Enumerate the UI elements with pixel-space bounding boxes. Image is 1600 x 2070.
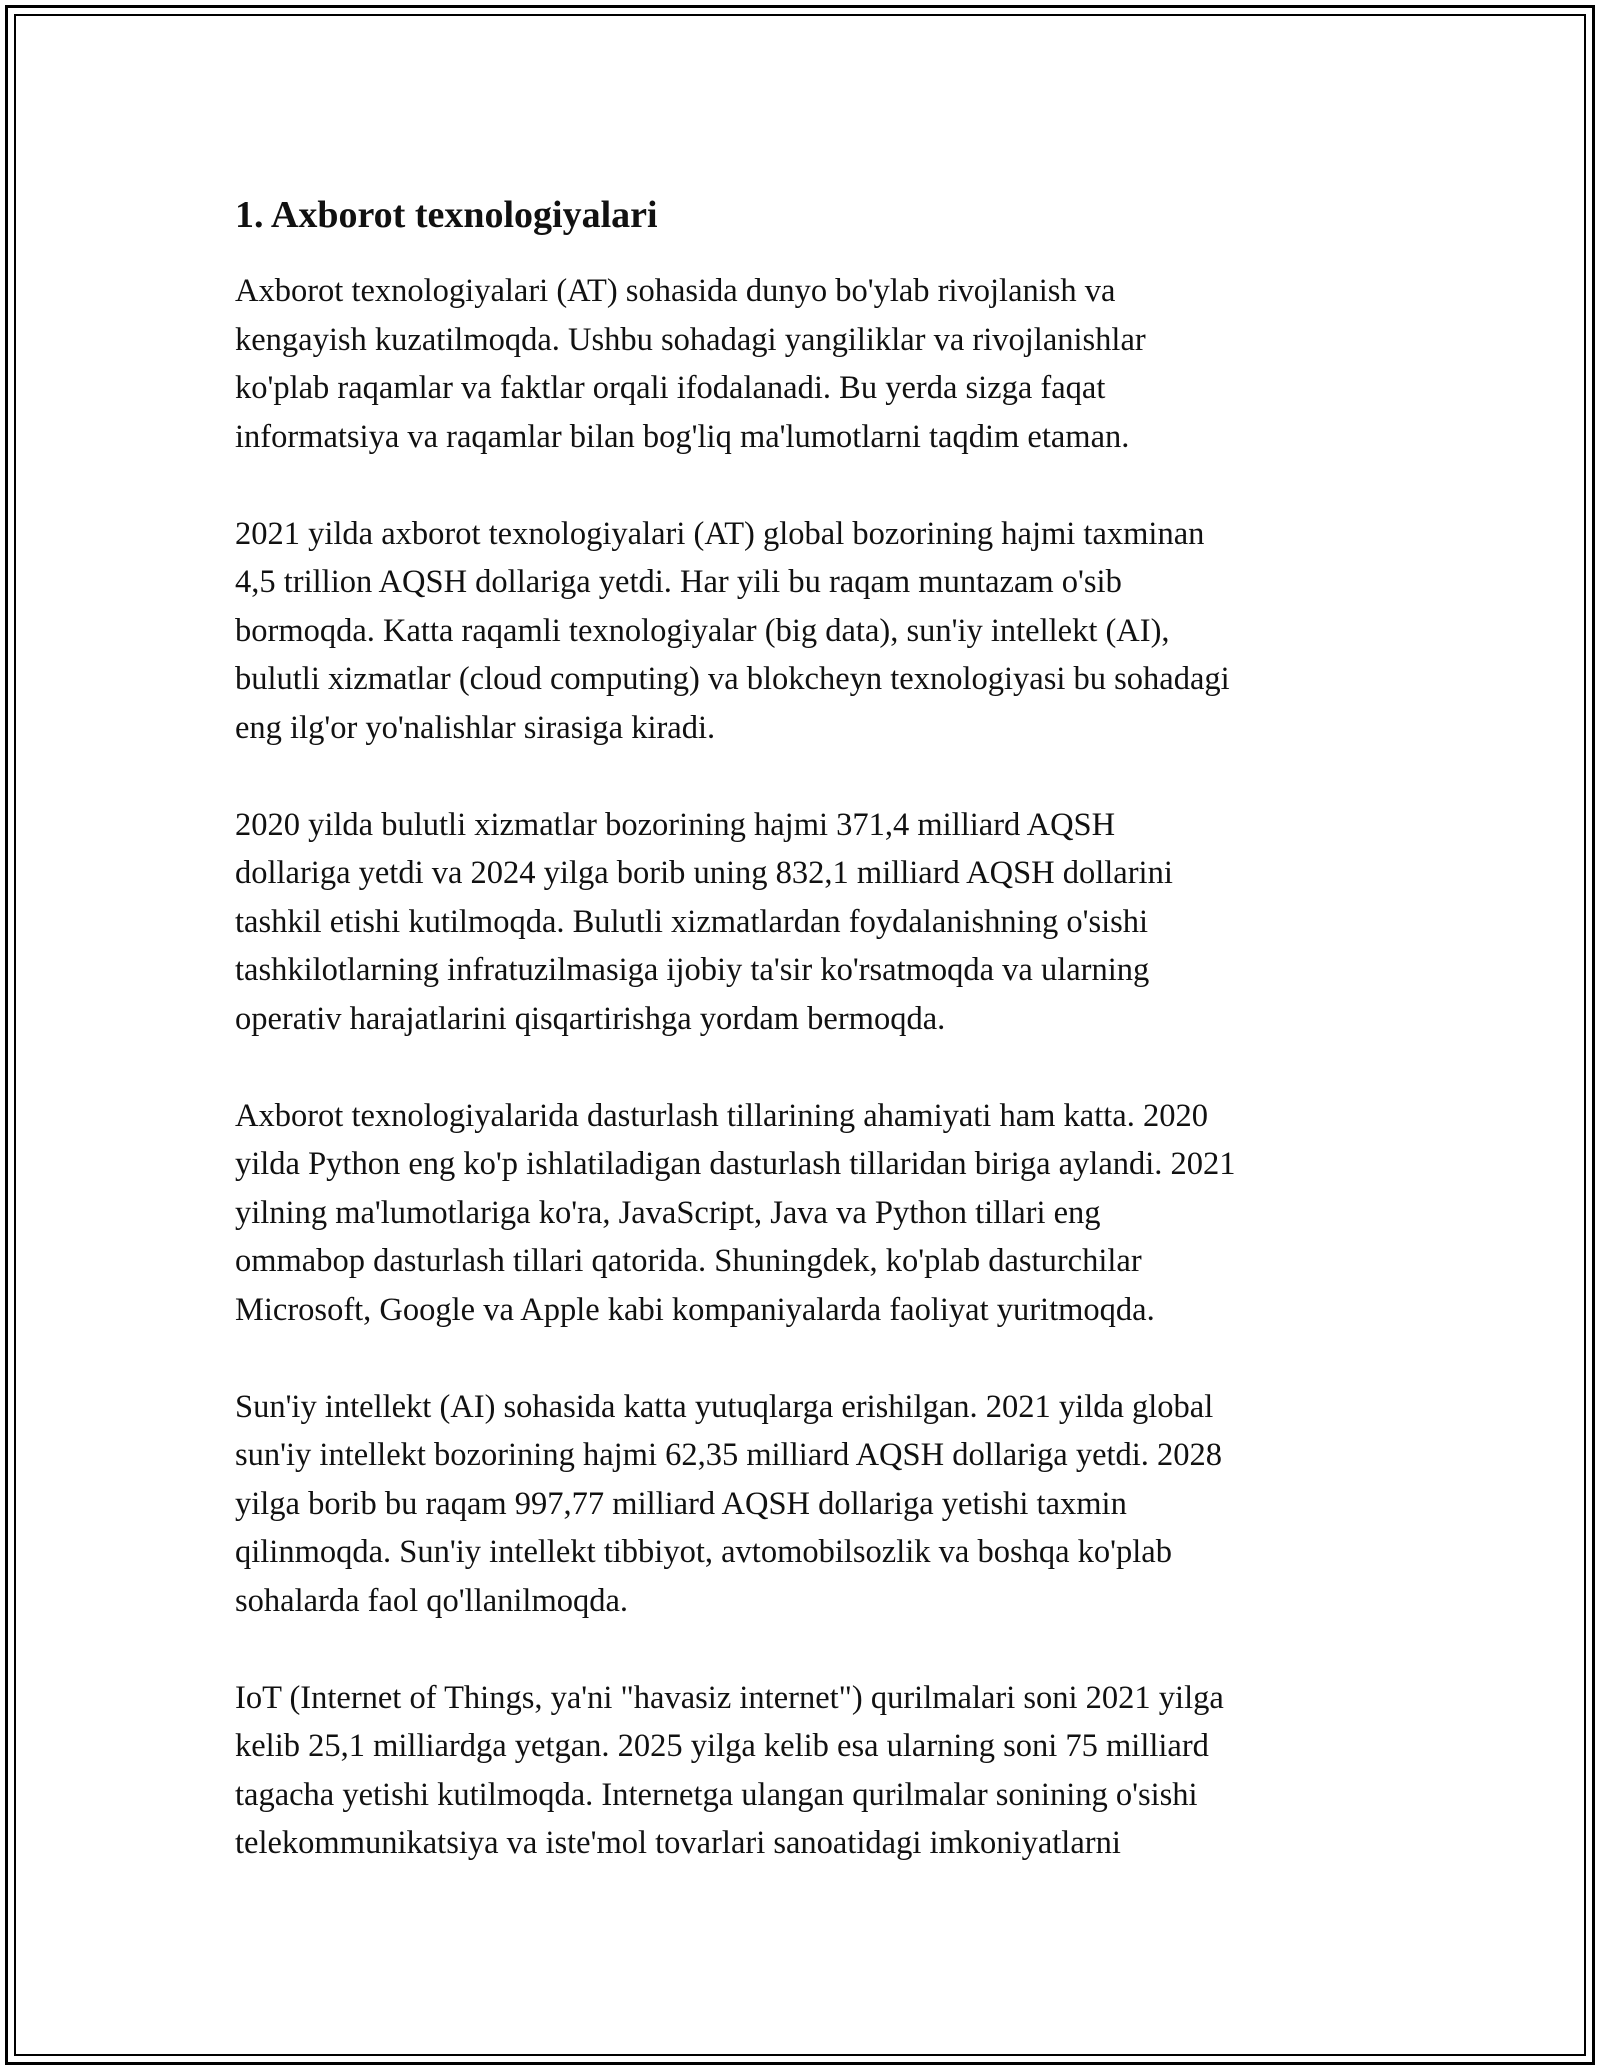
document-body	[235, 185, 1385, 1916]
text-line: yilda Python eng ko'p ishlatiladigan dasturlash tillaridan biriga aylandi. 2021	[235, 1146, 1236, 1182]
paragraph-cloud	[235, 801, 1385, 1044]
text-line: informatsiya va raqamlar bilan bog'liq ma'lumotlarni taqdim etaman.	[235, 418, 1130, 455]
text-line: 2021 yilda axborot texnologiyalari (AT) global bozorining hajmi taxminan	[235, 515, 1205, 552]
text-line: kelib 25,1 milliardga yetgan. 2025 yilga kelib esa ularning soni 75 milliard	[235, 1728, 1209, 1764]
text-line: 2020 yilda bulutli xizmatlar bozorining hajmi 371,4 milliard AQSH	[235, 806, 1116, 843]
text-line: qilinmoqda. Sun'iy intellekt tibbiyot, avtomobilsozlik va boshqa ko'plab	[235, 1534, 1172, 1570]
text-line: eng ilg'or yo'nalishlar sirasiga kiradi.	[235, 709, 716, 746]
text-line: tashkilotlarning infratuzilmasiga ijobiy ta'sir ko'rsatmoqda va ularning	[235, 952, 1150, 988]
section-heading: 1. Axborot texnologiyalari	[235, 194, 658, 236]
text-line: dollariga yetdi va 2024 yilga borib uning 832,1 milliard AQSH dollarini	[235, 855, 1173, 891]
paragraph-programming	[235, 1092, 1385, 1335]
text-line: ko'plab raqamlar va faktlar orqali ifodalanadi. Bu yerda sizga faqat	[235, 370, 1106, 406]
text-line: sun'iy intellekt bozorining hajmi 62,35 milliard AQSH dollariga yetdi. 2028	[235, 1437, 1223, 1473]
text-line: Sun'iy intellekt (AI) sohasida katta yutuqlarga erishilgan. 2021 yilda global	[235, 1388, 1214, 1425]
paragraph-it-market	[235, 510, 1385, 753]
text-line: Axborot texnologiyalari (AT) sohasida dunyo bo'ylab rivojlanish va	[235, 273, 1116, 309]
text-line: ommabop dasturlash tillari qatorida. Shuningdek, ko'plab dasturchilar	[235, 1243, 1142, 1279]
text-line: Microsoft, Google va Apple kabi kompaniyalarda faoliyat yuritmoqda.	[235, 1291, 1155, 1328]
text-line: yilga borib bu raqam 997,77 milliard AQSH dollariga yetishi taxmin	[235, 1485, 1127, 1522]
text-line: bormoqda. Katta raqamli texnologiyalar (big data), sun'iy intellekt (AI),	[235, 612, 1170, 649]
text-line: operativ harajatlarini qisqartirishga yordam bermoqda.	[235, 1000, 946, 1037]
paragraph-ai	[235, 1383, 1385, 1626]
text-line: tashkil etishi kutilmoqda. Bulutli xizmatlardan foydalanishning o'sishi	[235, 903, 1149, 940]
paragraph-intro	[235, 267, 1385, 461]
text-line: telekommunikatsiya va iste'mol tovarlari sanoatidagi imkoniyatlarni	[235, 1825, 1121, 1861]
text-line: bulutli xizmatlar (cloud computing) va blokcheyn texnologiyasi bu sohadagi	[235, 661, 1230, 697]
text-line: yilning ma'lumotlariga ko'ra, JavaScript, Java va Python tillari eng	[235, 1194, 1101, 1231]
text-line: kengayish kuzatilmoqda. Ushbu sohadagi yangiliklar va rivojlanishlar	[235, 321, 1146, 358]
text-line: IoT (Internet of Things, ya'ni "havasiz internet") qurilmalari soni 2021 yilga	[235, 1679, 1224, 1716]
text-line: 4,5 trillion AQSH dollariga yetdi. Har yili bu raqam muntazam o'sib	[235, 564, 1122, 600]
text-line: Axborot texnologiyalarida dasturlash tillarining ahamiyati ham katta. 2020	[235, 1097, 1208, 1134]
text-line: tagacha yetishi kutilmoqda. Internetga ulangan qurilmalar sonining o'sishi	[235, 1776, 1198, 1813]
text-line: sohalarda faol qo'llanilmoqda.	[235, 1582, 629, 1619]
paragraph-iot	[235, 1674, 1385, 1868]
